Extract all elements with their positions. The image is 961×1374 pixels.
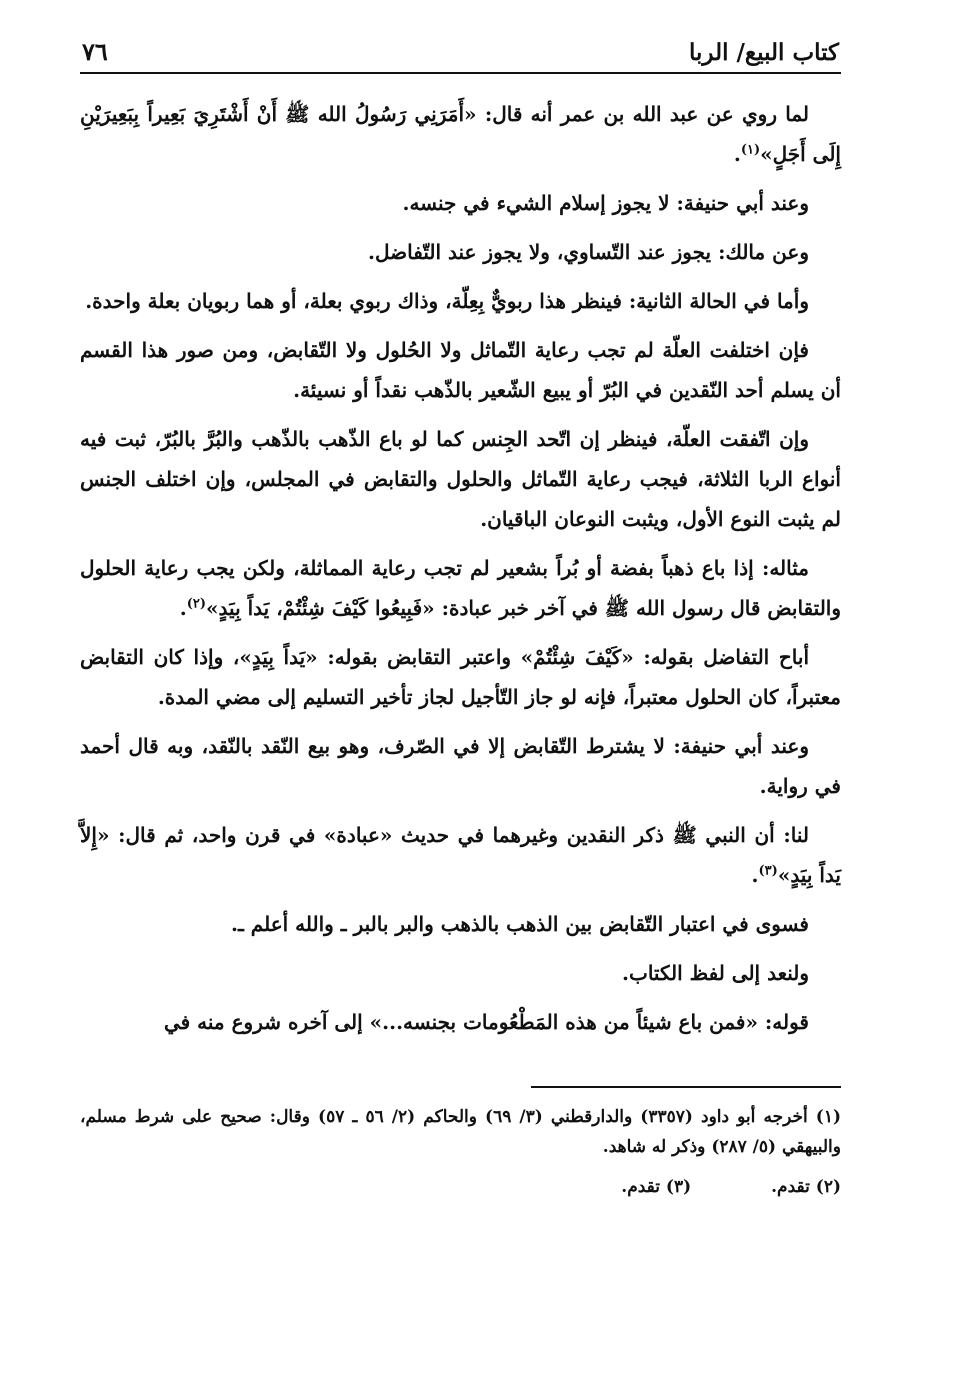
book-title: كتاب البيع/ الربا — [689, 39, 839, 66]
paragraph: فإن اختلفت العلّة لم تجب رعاية التّماثل ولا الحُلول ولا التّقابض، ومن صور هذا القسم أن يسلم أحد النّقدين في البُرّ أو يبيع الشّعير بالذّهب نقداً أو نسيئة. — [80, 338, 841, 402]
page-header — [80, 30, 841, 74]
paragraph: لنا: أن النبي ﷺ ذكر النقدين وغيرهما في حديث «عبادة» في قرن واحد، ثم قال: «إِلاَّ يَداً بِيَدٍ»$^{(٣)}$. — [80, 823, 841, 887]
paragraph: قوله: «فمن باع شيئاً من هذه المَطْعُومات بجنسه...» إلى آخره شروع منه في — [163, 1010, 809, 1034]
footnote-ref: (٢) — [186, 596, 207, 612]
paragraph: وإن اتّفقت العلّة، فينظر إن اتّحد الجِنس كما لو باع الذّهب بالذّهب والبُرَّ بالبُرّ، ثبت فيه أنواع الربا الثلاثة، فيجب رعاية التّماثل والحلول والتقابض في المجلس، وإن اختلف الجنس لم يثبت النوع الأول، ويثبت النوعان الباقيان. — [80, 427, 841, 531]
paragraph: وعند أبي حنيفة: لا يجوز إسلام الشيء في جنسه. — [402, 191, 809, 215]
paragraph: وأما في الحالة الثانية: فينظر هذا ربويٌّ بِعِلّة، وذاك ربوي بعلة، أو هما ربويان بعلة واحدة. — [85, 289, 809, 313]
paragraph: لما روي عن عبد الله بن عمر أنه قال: «أَمَرَنِي رَسُولُ الله ﷺ أَنْ أَشْتَرِيَ بَعِيراً بِبَعِيرَيْنِ إِلَى أَجَلٍ»$^{(١)}$. — [80, 102, 841, 166]
footnote-3: (٣) تقدم. — [621, 1177, 692, 1197]
footnote-divider — [531, 1086, 841, 1088]
paragraph: وعن مالك: يجوز عند التّساوي، ولا يجوز عند التّفاضل. — [368, 240, 809, 264]
paragraph: فسوى في اعتبار التّقابض بين الذهب بالذهب والبر بالبر ـ والله أعلم ـ. — [230, 912, 809, 936]
page-number: ٧٦ — [82, 37, 108, 66]
paragraph: مثاله: إذا باع ذهباً بفضة أو بُراً بشعير لم تجب رعاية المماثلة، ولكن يجب رعاية الحلول والتقابض قال رسول الله ﷺ في آخر خبر عبادة: «فَبِيعُوا كَيْفَ شِئْتُمْ، يَداً بِيَدٍ»$^{(٢)}$. — [80, 556, 841, 620]
main-text — [80, 94, 841, 1042]
paragraph: وعند أبي حنيفة: لا يشترط التّقابض إلا في الصّرف، وهو بيع النّقد بالنّقد، وبه قال أحمد في رواية. — [80, 734, 841, 798]
paragraph: ولنعد إلى لفظ الكتاب. — [622, 961, 809, 985]
paragraph: أباح التفاضل بقوله: «كَيْفَ شِئْتُمْ» واعتبر التقابض بقوله: «يَداً بِيَدٍ»، وإذا كان التقابض معتبراً، كان الحلول معتبراً، فإنه لو جاز التّأجيل لجاز تأخير التسليم إلى مضي المدة. — [80, 645, 841, 709]
footnotes — [80, 1102, 841, 1202]
footnote-2: (٢) تقدم. — [771, 1177, 841, 1197]
footnote-ref: (١) — [740, 142, 761, 158]
footnote-ref: (٣) — [758, 863, 778, 879]
footnote-1: (١) أخرجه أبو داود (٣٣٥٧) والدارقطني (٣/ ٦٩) والحاكم (٢/ ٥٦ ـ ٥٧) وقال: صحيح على شرط مسلم، والبيهقي (٥/ ٢٨٧) وذكر له شاهد. — [80, 1107, 842, 1157]
section-lead: وأما في الحالة الثانية: — [628, 289, 809, 313]
